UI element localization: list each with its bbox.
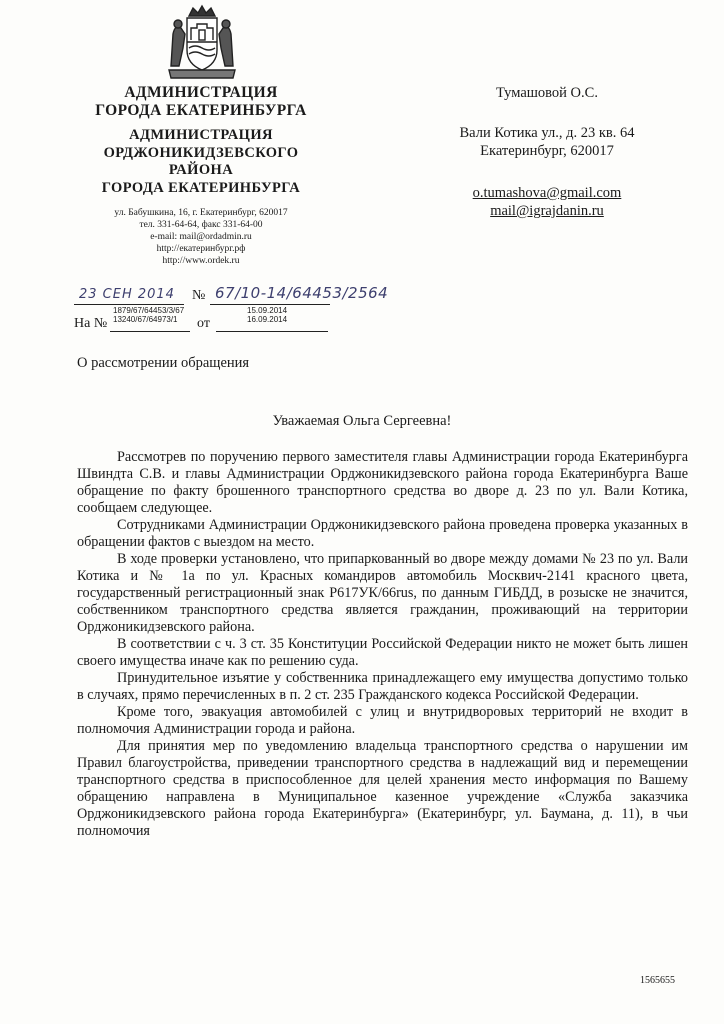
number-label: № xyxy=(192,288,206,303)
contact-phone: тел. 331-64-64, факс 331-64-00 xyxy=(139,220,263,230)
contact-site-1: http://екатеринбург.рф xyxy=(156,244,246,254)
document-number: 1565655 xyxy=(640,975,675,986)
paragraph: Для принятия мер по уведомлению владельца транспортного средства о нарушении им Правил благоустройства, приведении транспортного средства в надлежащий вид и перемещении транспортного средства в приспособленное для целей хранения место информация по Вашему обращению направлена в Муниципальное казенное учреждение «Служба заказчика Орджоникидзевского района города Екатеринбурга» (Екатеринбург, ул. Баумана, д. 11), в чьи полномочия xyxy=(77,738,688,839)
paragraph: Сотрудниками Администрации Орджоникидзевского района проведена проверка указанных в обращении фактов с выездом на место. xyxy=(77,517,688,550)
contact-site-2: http://www.ordek.ru xyxy=(162,256,240,266)
letter-body xyxy=(77,449,688,840)
paragraph: Рассмотрев по поручению первого заместителя главы Администрации города Екатеринбурга Швиндта С.В. и главы Администрации Орджоникидзевского района города Екатеринбурга Ваше обращение по факту брошенного транспортного средства во дворе д. 23 по ул. Вали Котика, сообщаем следующее. xyxy=(77,449,688,516)
ref-number-label: На № xyxy=(74,316,108,331)
recipient-emails xyxy=(418,184,676,220)
sub-line-3: РАЙОНА xyxy=(168,162,234,178)
outgoing-number: 67/10-14/64453/2564 xyxy=(215,284,389,302)
salutation: Уважаемая Ольга Сергеевна! xyxy=(272,413,452,429)
paragraph: Кроме того, эвакуация автомобилей с улиц и внутридворовых территорий не входит в полномочия Администрации города и района. xyxy=(77,704,688,737)
recipient-email-2[interactable]: mail@igrajdanin.ru xyxy=(490,203,604,219)
org-name-district xyxy=(70,127,332,197)
coat-of-arms-emblem xyxy=(165,4,239,80)
ref-number-1: 1879/67/64453/3/67 xyxy=(113,306,185,315)
ref-date-2: 16.09.2014 xyxy=(247,315,288,324)
sub-line-2: ОРДЖОНИКИДЗЕВСКОГО xyxy=(103,144,299,161)
date-underline xyxy=(74,304,184,305)
recipient-address-line-1: Вали Котика ул., д. 23 кв. 64 xyxy=(459,125,635,141)
sub-line-1: АДМИНИСТРАЦИЯ xyxy=(129,127,273,143)
ref-number-2: 13240/67/64973/1 xyxy=(113,315,178,324)
ref-number-underline xyxy=(110,331,190,332)
contact-address: ул. Бабушкина, 16, г. Екатеринбург, 620017 xyxy=(114,208,288,218)
org-name-city xyxy=(70,84,332,120)
recipient-address-line-2: Екатеринбург, 620017 xyxy=(480,143,614,159)
number-underline xyxy=(210,304,330,305)
sub-line-4: ГОРОДА ЕКАТЕРИНБУРГА xyxy=(101,179,301,196)
org-contacts xyxy=(70,207,332,267)
paragraph: В ходе проверки установлено, что припаркованный во дворе между домами № 23 по ул. Вали Котика и № 1а по ул. Красных командиров автомобиль Москвич-2141 красного цвета, государственный регистрационный знак Р617УК/66rus, по данным ГИБДД, в розыске не значится, собственником транспортного средства является гражданин, проживающий на территории Орджоникидзевского района. xyxy=(77,551,688,635)
paragraph: В соответствии с ч. 3 ст. 35 Конституции Российской Федерации никто не может быть лишен своего имущества иначе как по решению суда. xyxy=(77,636,688,669)
date-stamp: 23 СЕН 2014 xyxy=(79,287,175,302)
ref-dates xyxy=(247,306,287,324)
recipient-address xyxy=(418,124,676,160)
from-label: от xyxy=(197,316,210,331)
letter-subject: О рассмотрении обращения xyxy=(77,355,250,371)
paragraph: Принудительное изъятие у собственника принадлежащего ему имущества допустимо только в случаях, прямо перечисленных в п. 2 ст. 235 Гражданского кодекса Российской Федерации. xyxy=(77,670,688,703)
ref-date-1: 15.09.2014 xyxy=(247,306,288,315)
ref-numbers xyxy=(113,306,184,324)
contact-email: e-mail: mail@ordadmin.ru xyxy=(150,232,252,242)
recipient-email-1[interactable]: o.tumashova@gmail.com xyxy=(472,185,622,201)
ref-date-underline xyxy=(216,331,328,332)
recipient-name: Тумашовой О.С. xyxy=(496,85,598,101)
org-line-2: ГОРОДА ЕКАТЕРИНБУРГА xyxy=(95,102,307,119)
org-line-1: АДМИНИСТРАЦИЯ xyxy=(124,84,278,101)
